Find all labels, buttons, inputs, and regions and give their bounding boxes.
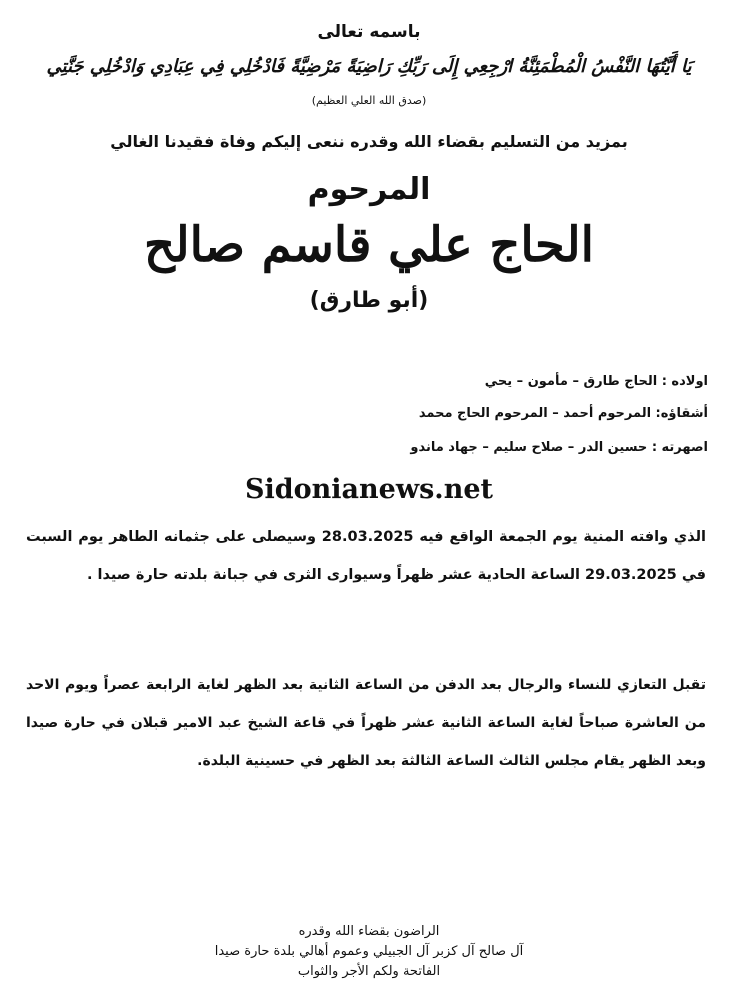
death-burial-details: الذي وافته المنية يوم الجمعة الواقع فيه 28.03.2025 وسيصلى على جثمانه الطاهر يوم السبت في 29.03.2025 الساعة الحادية عشر ظهراً وسيوارى الثرى في جبانة بلدته حارة صيدا . [26,529,706,583]
signature-block [0,922,738,982]
condolence-details: تقبل التعازي للنساء والرجال بعد الدفن من الساعة الثانية بعد الظهر لغاية الرابعة عصراً ويوم الاحد من العاشرة صباحاً لغاية الساعة الثانية عشر ظهراً في قاعة الشيخ عبد الامير قبلان في حارة صيدا وبعد الظهر يقام مجلس الثالث الساعة الثالثة بعد الظهر في حسينية البلدة. [26,677,706,769]
family-inlaws: اصهرته : حسين الدر – صلاح سليم – جهاد ماندو [410,440,708,455]
deceased-title: المرحوم [307,172,431,207]
family-brothers: أشقاؤه: المرحوم أحمد – المرحوم الحاج محمد [418,406,708,421]
quran-verse: يَا أَيَّتُهَا النَّفْسُ الْمُطْمَئِنَّةُ ارْجِعِي إِلَى رَبِّكِ رَاضِيَةً مَرْضِيَّةً فَادْخُلِي فِي عِبَادِي وَادْخُلِي جَنَّتِي [46,56,692,77]
deceased-name: الحاج علي قاسم صالح [144,217,594,273]
signature-line-1: الراضون بقضاء الله وقدره [298,924,440,939]
family-sons: اولاده : الحاج طارق – مأمون – يحي [484,374,708,389]
basmala: باسمه تعالى [317,22,421,42]
deceased-kunya: (أبو طارق) [309,288,429,313]
verse-closing: (صدق الله العلي العظيم) [311,94,427,107]
source-watermark: Sidonianews.net [245,474,493,505]
signature-line-3: الفاتحة ولكم الأجر والثواب [297,964,441,979]
announcement-intro: بمزيد من التسليم بقضاء الله وقدره ننعى إليكم وفاة فقيدنا الغالي [110,132,628,151]
signature-line-2: آل صالح آل كزبر آل الجبيلي وعموم أهالي بلدة حارة صيدا [214,944,524,959]
